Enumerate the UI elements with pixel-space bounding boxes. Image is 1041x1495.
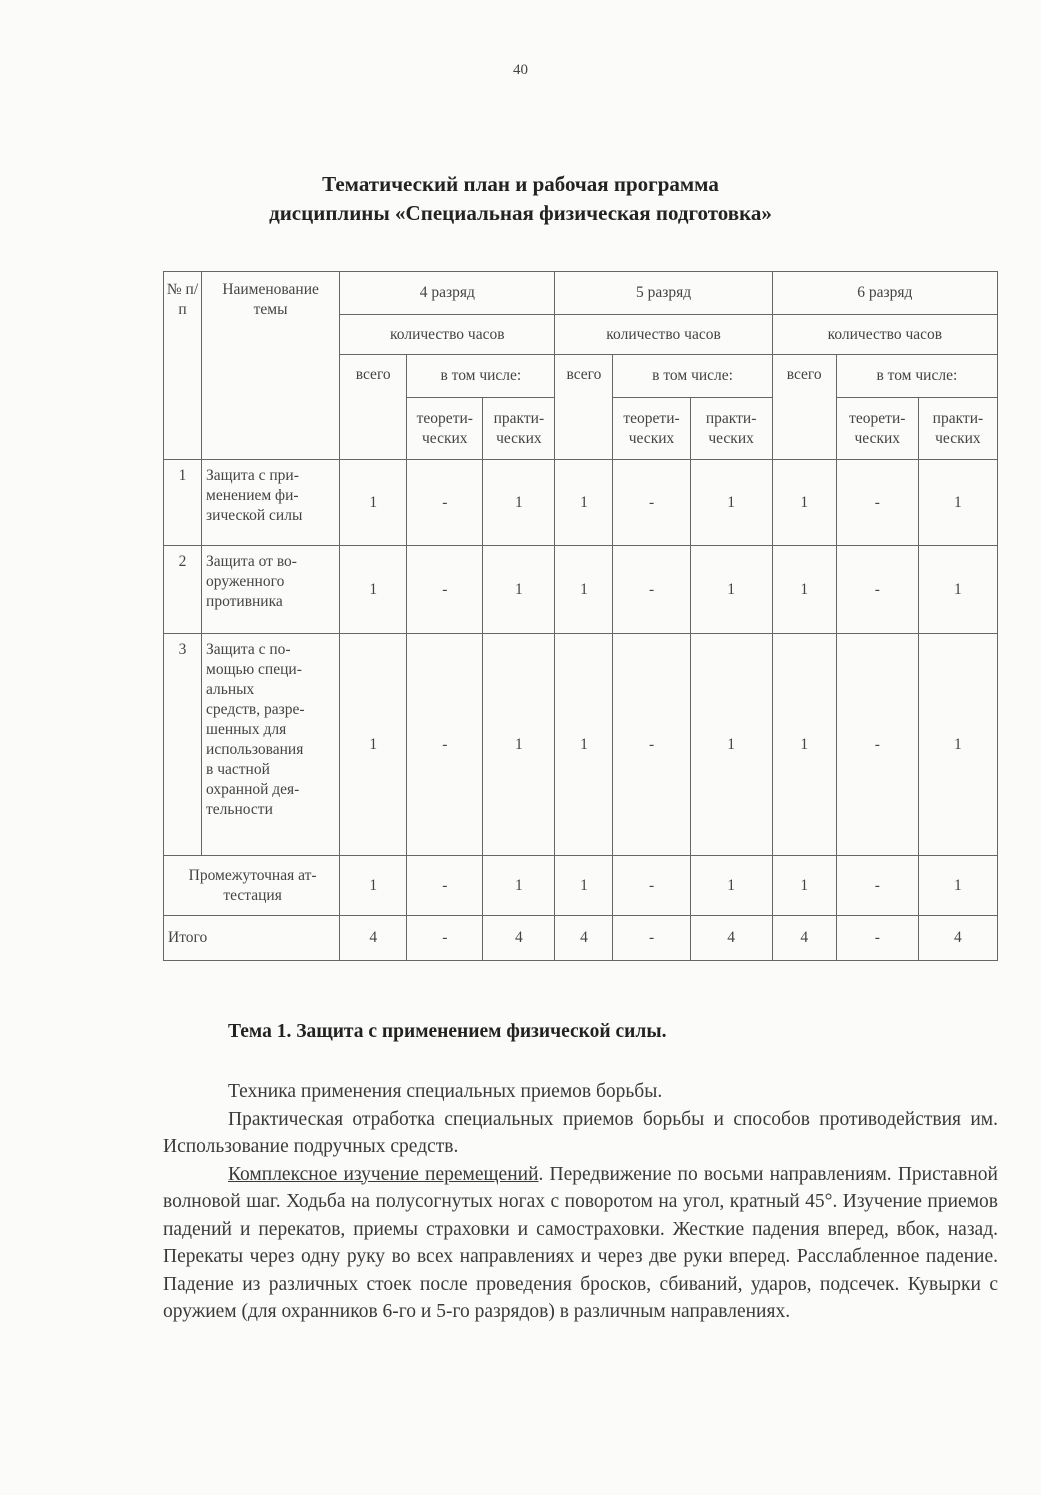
row-topic: Защита от во- оруженного противника [202,546,340,634]
table-cell: - [613,916,690,961]
table-cell: - [407,856,483,916]
paragraph-3-rest: . Передвижение по восьми направлениям. Приставной волновой шаг. Ходьба на полусогнутых ногах с поворотом на угол, кратный 45°. Изучение приемов падений и перекатов, приемы страховки и самостраховки. Жесткие падения вперед, вбок, назад. Перекаты через одну руку во всех направлениях и через две руки вперед. Расслабленное падение. Падение из различных стоек после проведения бросков, сбиваний, ударов, подсечек. Кувырки с оружием (для охранников 6-го и 5-го разрядов) в различным направлениях. [163,1163,998,1322]
header-group-6: 6 разряд [772,272,997,315]
table-cell: 1 [690,856,772,916]
title-line-1: Тематический план и рабочая программа [322,172,719,196]
header-group-4: 4 разряд [340,272,555,315]
table-cell: 1 [772,546,836,634]
table-cell: - [407,634,483,856]
header-including: в том числе: [407,355,555,398]
table-cell: 1 [483,546,555,634]
header-total: всего [340,355,407,460]
header-including: в том числе: [613,355,772,398]
table-row [164,546,998,634]
header-practice: практи- ческих [918,398,997,460]
header-total: всего [772,355,836,460]
table-row [164,460,998,546]
table-cell: 1 [555,634,613,856]
header-num-text: № п/п [166,281,199,318]
table-cell: 1 [918,546,997,634]
table-cell: 4 [690,916,772,961]
row-number: 1 [164,460,202,546]
header-hours: количество часов [772,315,997,355]
table-cell: 1 [918,460,997,546]
table-cell: 1 [772,856,836,916]
underlined-phrase: Комплексное изучение перемещений [228,1163,539,1185]
table-cell: 1 [555,546,613,634]
table-cell: - [836,856,918,916]
table-row [164,634,998,856]
table-cell: 1 [340,856,407,916]
table-cell: 1 [690,634,772,856]
header-topic-name [202,272,340,460]
header-topic-name-text: Наименование темы [222,281,319,318]
table-cell: 1 [555,856,613,916]
table-cell: 1 [340,460,407,546]
table-cell: 1 [340,546,407,634]
document-title [0,170,1041,228]
paragraph-2: Практическая отработка специальных приемов борьбы и способов противодействия им. Использование подручных средств. [163,1108,998,1157]
table-cell: - [407,916,483,961]
table-cell: 4 [340,916,407,961]
header-total: всего [555,355,613,460]
table-cell: - [836,916,918,961]
table-cell: 1 [772,634,836,856]
row-number: 2 [164,546,202,634]
header-num [164,272,202,460]
table-cell: - [613,634,690,856]
table-cell: 1 [918,634,997,856]
section-body [163,1078,998,1326]
interim-row [164,856,998,916]
table-cell: 1 [483,856,555,916]
header-hours: количество часов [340,315,555,355]
table-cell: 1 [483,460,555,546]
table-cell: 4 [555,916,613,961]
paragraph-3 [163,1161,998,1326]
table-cell: 1 [918,856,997,916]
total-row [164,916,998,961]
row-topic: Защита с при- менением фи- зической силы [202,460,340,546]
header-theory: теорети- ческих [407,398,483,460]
table-cell: - [613,460,690,546]
table-cell: 4 [918,916,997,961]
paragraph-1: Техника применения специальных приемов борьбы. [228,1081,663,1102]
header-practice: практи- ческих [690,398,772,460]
table-cell: 1 [690,546,772,634]
header-theory: теорети- ческих [613,398,690,460]
total-row-label: Итого [164,916,340,961]
table-cell: - [613,856,690,916]
row-number: 3 [164,634,202,856]
table-cell: 1 [340,634,407,856]
interim-row-label: Промежуточная ат- тестация [164,856,340,916]
header-including: в том числе: [836,355,997,398]
thematic-plan-table [163,271,998,961]
section-heading: Тема 1. Защита с применением физической силы. [228,1021,667,1042]
table-cell: - [613,546,690,634]
table-cell: 4 [772,916,836,961]
table-cell: - [407,460,483,546]
table-cell: 4 [483,916,555,961]
header-hours: количество часов [555,315,772,355]
page-number: 40 [513,62,528,78]
table-cell: - [836,546,918,634]
table-cell: - [836,460,918,546]
table-cell: 1 [483,634,555,856]
table-cell: 1 [555,460,613,546]
header-practice: практи- ческих [483,398,555,460]
header-theory: теорети- ческих [836,398,918,460]
table-cell: 1 [690,460,772,546]
table-cell: - [836,634,918,856]
header-group-5: 5 разряд [555,272,772,315]
table-cell: 1 [772,460,836,546]
table-cell: - [407,546,483,634]
title-line-2: дисциплины «Специальная физическая подготовка» [269,201,772,225]
row-topic: Защита с по- мощью специ- альных средств, разре- шенных для использования в частной охранной дея- тельности [202,634,340,856]
